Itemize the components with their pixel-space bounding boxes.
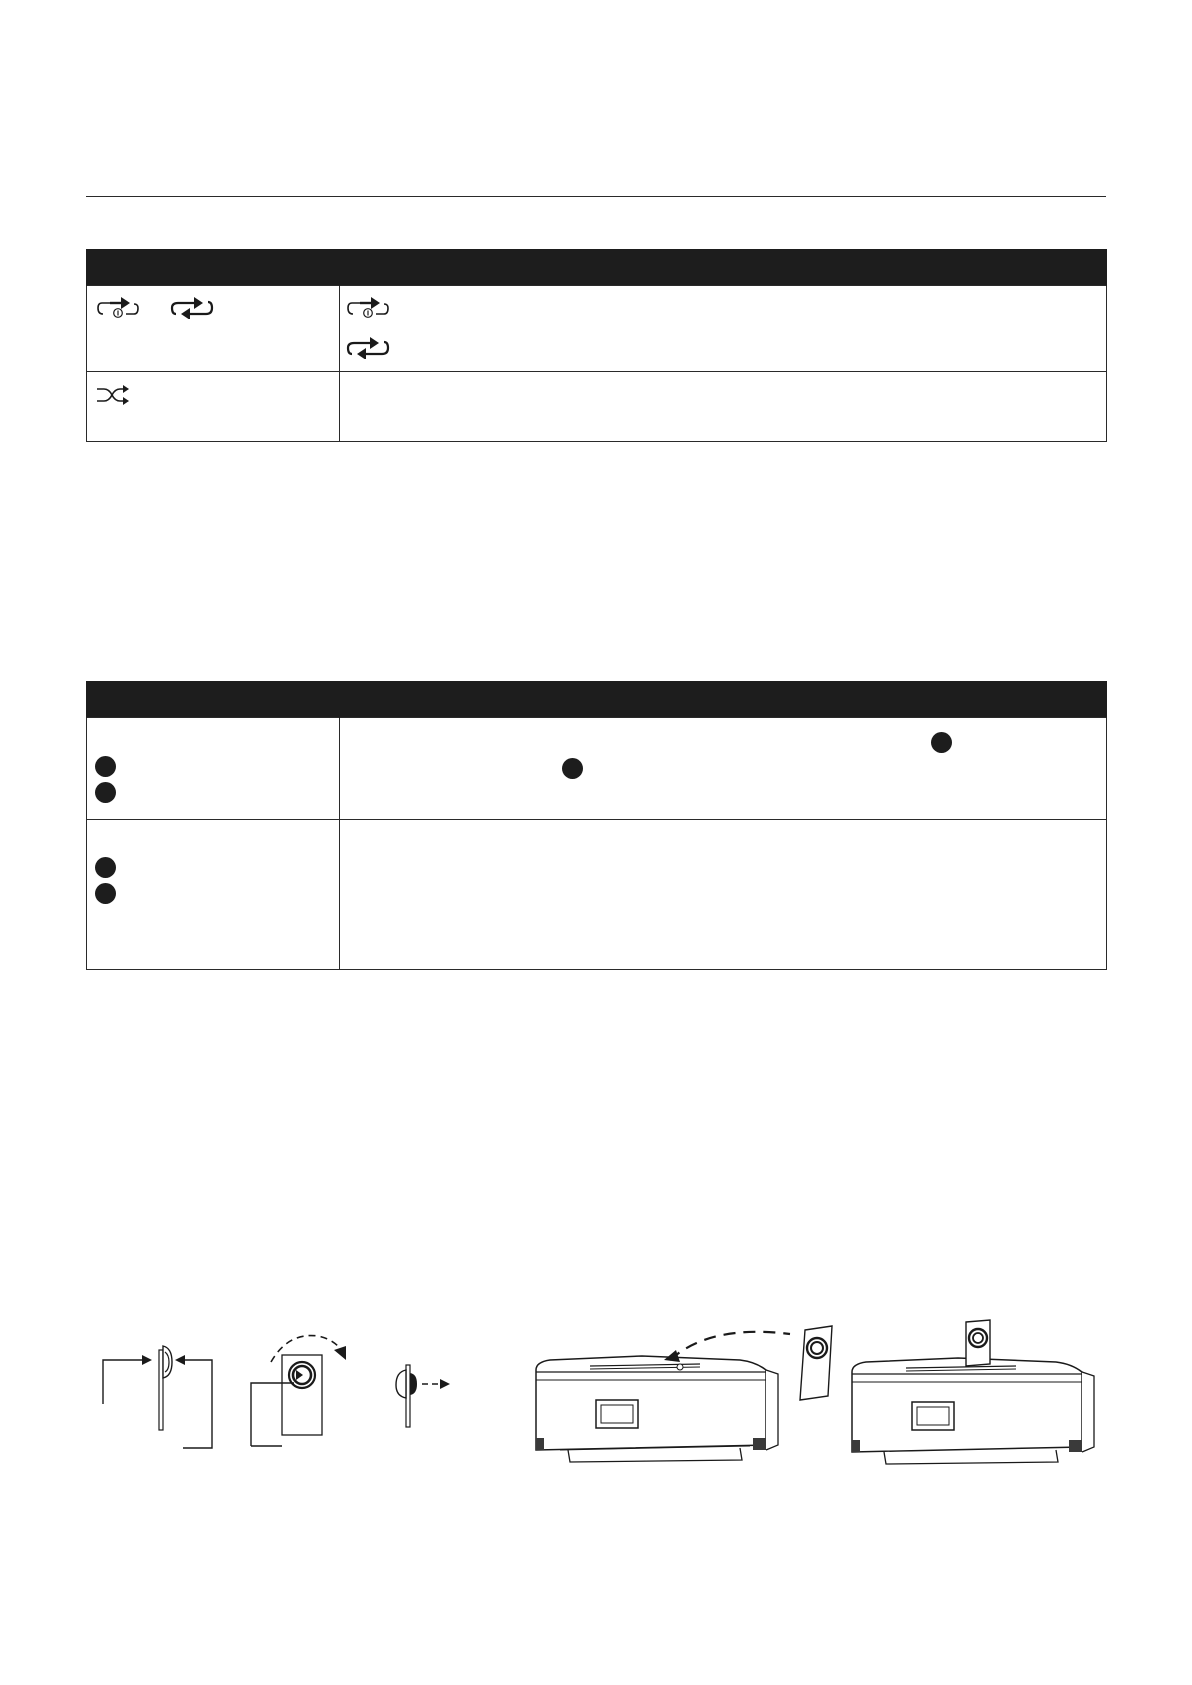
knob-rotation-view [251,1336,346,1446]
dock-installed-view [852,1320,1094,1464]
step-badge-4 [95,883,116,904]
steps-table [86,681,1107,970]
steps-cell-1 [87,718,340,820]
header-cell-left [87,681,340,718]
header-cell-left [87,249,340,286]
playback-mode-table [86,249,1107,442]
step-badge-1 [95,756,116,777]
header-cell-right [340,249,1107,286]
dock-insertion-view [536,1326,832,1462]
table-row [87,372,1107,442]
step-badge-2 [95,782,116,803]
table-row [87,820,1107,970]
table-row [87,286,1107,372]
shuffle-description-cell [340,372,1107,442]
repeat-all-icon [346,337,390,359]
repeat-one-icon [346,297,390,319]
repeat-all-icon [170,297,214,319]
table-header-row [87,681,1107,718]
shuffle-icon-cell [87,372,340,442]
repeat-icons-cell [87,286,340,372]
repeat-description-cell [340,286,1107,372]
steps-description-cell-1 [340,718,1107,820]
dock-installation-figure [90,1300,1110,1490]
table-header-row [87,249,1107,286]
shuffle-icon [96,385,130,405]
top-divider [86,196,1106,197]
knob-removal-view [396,1365,450,1427]
header-cell-right [340,681,1107,718]
step-badge-3 [95,857,116,878]
step-badge-inline-2 [562,758,583,779]
steps-description-cell-2 [340,820,1107,970]
repeat-one-icon [96,297,140,319]
step-badge-inline-1 [931,732,952,753]
table-row [87,718,1107,820]
steps-cell-2 [87,820,340,970]
pin-plate-side-view [103,1346,212,1448]
